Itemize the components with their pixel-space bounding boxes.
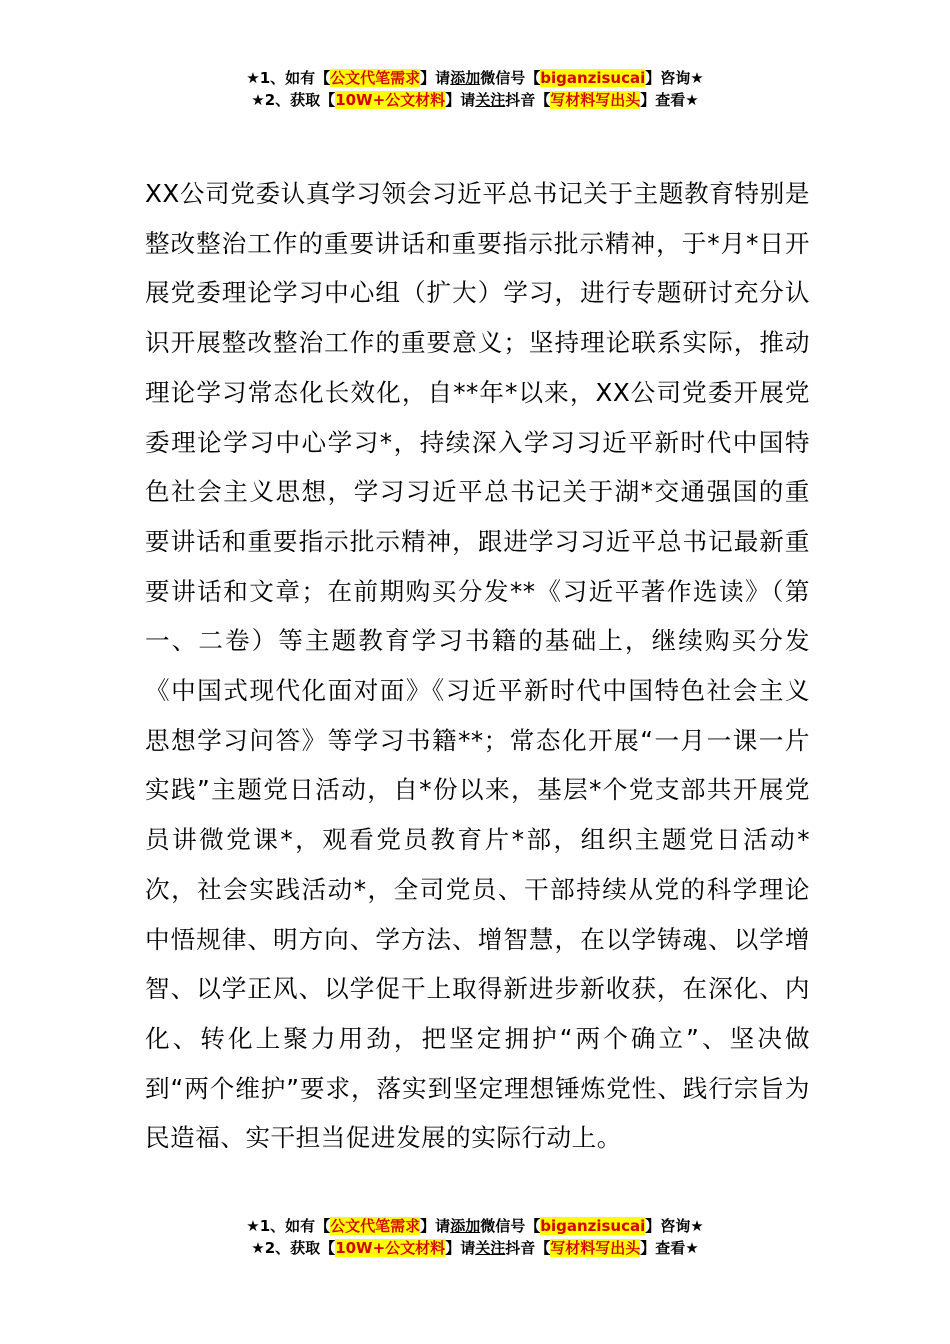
banner-highlight: 公文代笔需求 [330,1217,421,1235]
banner-highlight: 10W+公文材料 [335,1239,446,1257]
banner-text: 抖音【 [505,1239,551,1257]
banner-text: 抖音【 [505,91,551,109]
banner-highlight: 公文代笔需求 [330,69,421,87]
banner-text: 微信号【 [480,69,541,87]
banner-text: 】请 [445,91,476,109]
banner-text: ★1、如有【 [246,69,331,87]
banner-text: ★2、获取【 [251,91,336,109]
banner-text: 】请 [445,1239,476,1257]
banner-text: ★1、如有【 [246,1217,331,1235]
banner-underlined: 关注 [475,91,506,109]
banner-douyin-name: 写材料写出头 [550,91,641,109]
banner-line-1 [0,1215,950,1237]
top-banner [0,67,950,111]
banner-underlined: 关注 [475,1239,506,1257]
banner-line-1 [0,67,950,89]
banner-text: 】咨询★ [645,69,704,87]
banner-text: 微信号【 [480,1217,541,1235]
bottom-banner [0,1215,950,1259]
banner-text: ★2、获取【 [251,1239,336,1257]
banner-underlined: 添加 [450,1217,481,1235]
banner-text: 】请 [420,69,451,87]
banner-text: 】查看★ [640,91,699,109]
banner-line-2 [0,1237,950,1259]
banner-wechat-id: biganzisucai [540,69,646,87]
banner-text: 】查看★ [640,1239,699,1257]
banner-highlight: 10W+公文材料 [335,91,446,109]
banner-underlined: 添加 [450,69,481,87]
body-paragraph: XX公司党委认真学习领会习近平总书记关于主题教育特别是整改整治工作的重要讲话和重要指示批示精神，于*月*日开展党委理论学习中心组（扩大）学习，进行专题研讨充分认识开展整改整治工作的重要意义；坚持理论联系实际，推动理论学习常态化长效化，自**年*以来，XX公司党委开展党委理论学习中心学习*，持续深入学习习近平新时代中国特色社会主义思想，学习习近平总书记关于湖*交通强国的重要讲话和重要指示批示精神，跟进学习习近平总书记最新重要讲话和文章；在前期购买分发**《习近平著作选读》（第一、二卷）等主题教育学习书籍的基础上，继续购买分发《中国式现代化面对面》《习近平新时代中国特色社会主义思想学习问答》等学习书籍**；常态化开展“一月一课一片实践”主题党日活动，自*份以来，基层*个党支部共开展党员讲微党课*，观看党员教育片*部，组织主题党日活动*次，社会实践活动*，全司党员、干部持续从党的科学理论中悟规律、明方向、学方法、增智慧，在以学铸魂、以学增智、以学正风、以学促干上取得新进步新收获，在深化、内化、转化上聚力用劲，把坚定拥护“两个确立”、坚决做到“两个维护”要求，落实到坚定理想锤炼党性、践行宗旨为民造福、实干担当促进发展的实际行动上。 [145,179,810,1153]
banner-text: 】请 [420,1217,451,1235]
banner-line-2 [0,89,950,111]
banner-douyin-name: 写材料写出头 [550,1239,641,1257]
banner-wechat-id: biganzisucai [540,1217,646,1235]
banner-text: 】咨询★ [645,1217,704,1235]
